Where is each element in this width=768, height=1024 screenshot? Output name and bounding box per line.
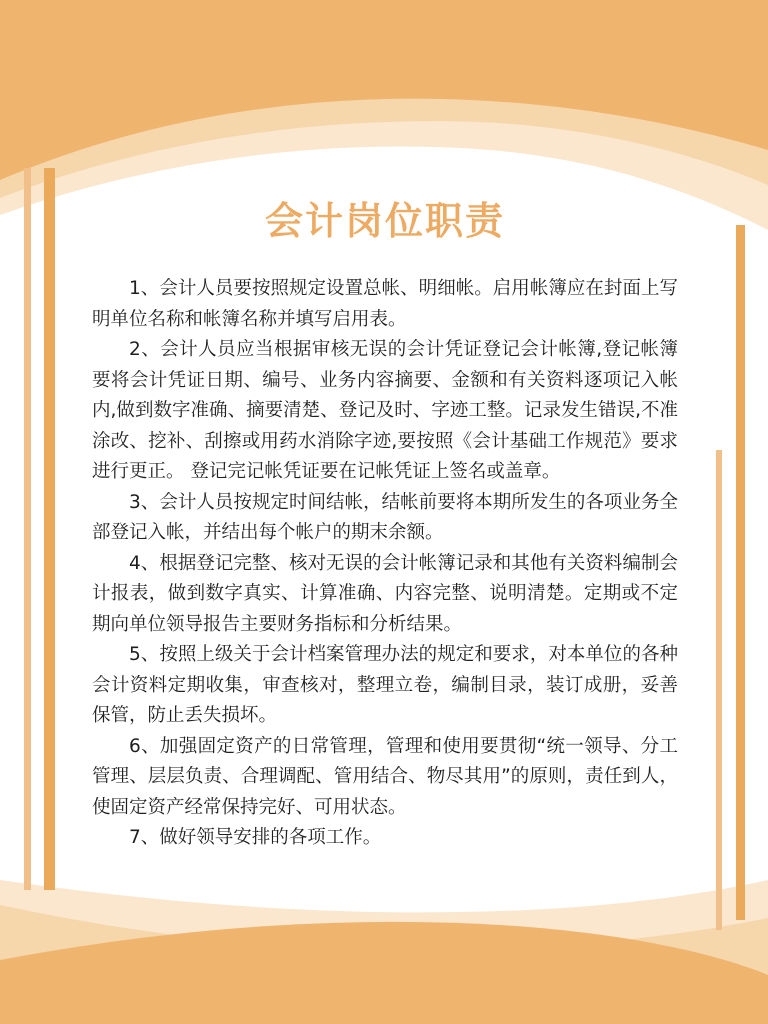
left-bar-inner xyxy=(44,168,55,890)
page-title: 会计岗位职责 xyxy=(264,199,505,243)
right-bar-inner xyxy=(716,450,722,930)
duty-item-5: 5、按照上级关于会计档案管理办法的规定和要求，对本单位的各种会计资料定期收集，审查核对，整理立卷，编制目录，装订成册，妥善保管，防止丢失损坏。 xyxy=(92,644,678,726)
right-bar-outer xyxy=(736,225,745,920)
content xyxy=(92,196,678,854)
left-bar-outer xyxy=(24,168,31,890)
duty-item-3: 3、会计人员按规定时间结帐，结帐前要将本期所发生的各项业务全部登记入帐，并结出每个帐户的期末余额。 xyxy=(92,491,678,543)
duty-item-1: 1、会计人员要按照规定设置总帐、明细帐。启用帐簿应在封面上写明单位名称和帐簿名称并填写启用表。 xyxy=(92,278,678,330)
duty-item-4: 4、根据登记完整、核对无误的会计帐簿记录和其他有关资料编制会计报表，做到数字真实、计算准确、内容完整、说明清楚。定期或不定期向单位领导报告主要财务指标和分析结果。 xyxy=(92,552,678,635)
duty-item-6: 6、加强固定资产的日常管理，管理和使用要贯彻“统一领导、分工管理、层层负责、合理调配、管用结合、物尽其用”的原则，责任到人，使固定资产经常保持完好、可用状态。 xyxy=(92,735,678,818)
duty-item-2: 2、会计人员应当根据审核无误的会计凭证登记会计帐簿,登记帐簿要将会计凭证日期、编号、业务内容摘要、金额和有关资料逐项记入帐内,做到数字准确、摘要清楚、登记及时、字迹工整。记录发生错误,不准涂改、挖补、刮擦或用药水消除字迹,要按照《会计基础工作规范》要求进行更正。 登记完记帐凭证要在记帐凭证上签名或盖章。 xyxy=(92,339,678,482)
duty-item-7: 7、做好领导安排的各项工作。 xyxy=(129,827,382,848)
